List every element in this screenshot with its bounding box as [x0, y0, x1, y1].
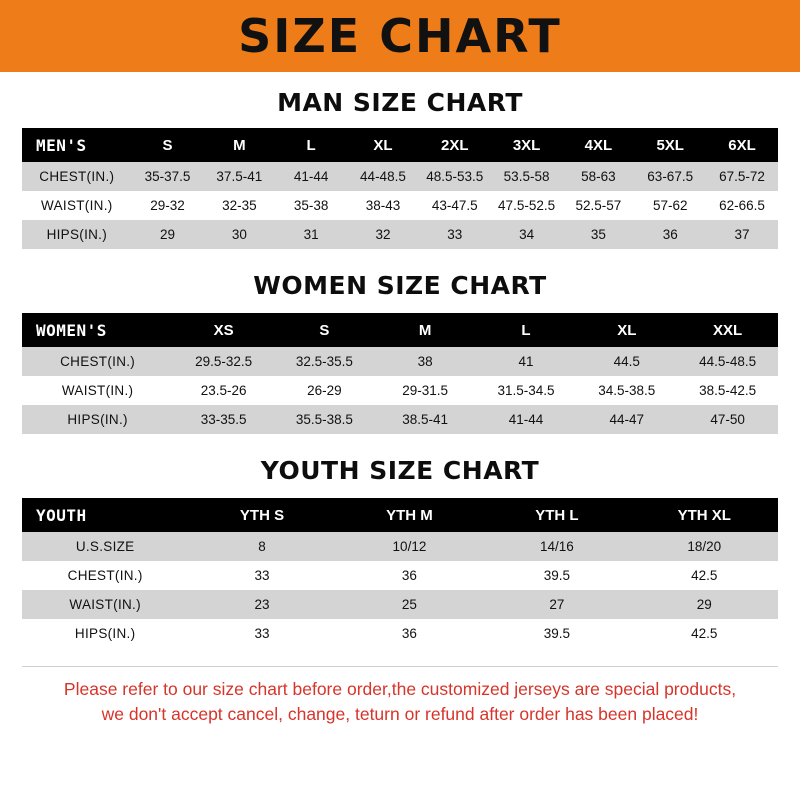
man-size-table — [22, 128, 778, 249]
row-label: HIPS(IN.) — [22, 220, 132, 249]
row-label: WAIST(IN.) — [22, 191, 132, 220]
cell: 41-44 — [476, 405, 577, 434]
column-header: MEN'S — [22, 128, 132, 162]
cell: 26-29 — [274, 376, 375, 405]
column-header: 5XL — [634, 128, 706, 162]
cell: 30 — [203, 220, 275, 249]
column-header: YTH L — [483, 498, 630, 532]
column-header: YTH S — [188, 498, 335, 532]
cell: 42.5 — [631, 619, 778, 648]
cell: 38-43 — [347, 191, 419, 220]
row-label: WAIST(IN.) — [22, 376, 173, 405]
cell: 14/16 — [483, 532, 630, 561]
row-label: WAIST(IN.) — [22, 590, 188, 619]
table-header-row — [22, 128, 778, 162]
column-header: XL — [576, 313, 677, 347]
column-header: M — [375, 313, 476, 347]
cell: 10/12 — [336, 532, 483, 561]
cell: 47.5-52.5 — [491, 191, 563, 220]
chart-content — [0, 88, 800, 728]
column-header: YOUTH — [22, 498, 188, 532]
cell: 38.5-42.5 — [677, 376, 778, 405]
table-row — [22, 561, 778, 590]
page-banner — [0, 0, 800, 72]
cell: 52.5-57 — [562, 191, 634, 220]
row-label: HIPS(IN.) — [22, 619, 188, 648]
cell: 43-47.5 — [419, 191, 491, 220]
cell: 39.5 — [483, 561, 630, 590]
cell: 44-47 — [576, 405, 677, 434]
table-header-row — [22, 313, 778, 347]
cell: 34 — [491, 220, 563, 249]
cell: 37 — [706, 220, 778, 249]
row-label: CHEST(IN.) — [22, 347, 173, 376]
cell: 23 — [188, 590, 335, 619]
cell: 44.5-48.5 — [677, 347, 778, 376]
column-header: XL — [347, 128, 419, 162]
column-header: 6XL — [706, 128, 778, 162]
cell: 47-50 — [677, 405, 778, 434]
row-label: CHEST(IN.) — [22, 561, 188, 590]
table-row — [22, 405, 778, 434]
cell: 41 — [476, 347, 577, 376]
column-header: WOMEN'S — [22, 313, 173, 347]
cell: 38 — [375, 347, 476, 376]
table-row — [22, 590, 778, 619]
column-header: XXL — [677, 313, 778, 347]
cell: 29-31.5 — [375, 376, 476, 405]
cell: 48.5-53.5 — [419, 162, 491, 191]
cell: 42.5 — [631, 561, 778, 590]
cell: 31.5-34.5 — [476, 376, 577, 405]
table-row — [22, 347, 778, 376]
youth-size-table — [22, 498, 778, 648]
cell: 35 — [562, 220, 634, 249]
column-header: 2XL — [419, 128, 491, 162]
table-row — [22, 162, 778, 191]
cell: 29 — [631, 590, 778, 619]
table-row — [22, 191, 778, 220]
cell: 39.5 — [483, 619, 630, 648]
cell: 35-38 — [275, 191, 347, 220]
row-label: CHEST(IN.) — [22, 162, 132, 191]
man-section-title: MAN SIZE CHART — [277, 88, 523, 117]
table-row — [22, 220, 778, 249]
cell: 41-44 — [275, 162, 347, 191]
column-header: M — [203, 128, 275, 162]
column-header: YTH XL — [631, 498, 778, 532]
cell: 8 — [188, 532, 335, 561]
row-label: U.S.SIZE — [22, 532, 188, 561]
cell: 32.5-35.5 — [274, 347, 375, 376]
cell: 33 — [188, 561, 335, 590]
cell: 35-37.5 — [132, 162, 204, 191]
cell: 57-62 — [634, 191, 706, 220]
women-section-title: WOMEN SIZE CHART — [253, 271, 547, 300]
cell: 23.5-26 — [173, 376, 274, 405]
cell: 29-32 — [132, 191, 204, 220]
cell: 29 — [132, 220, 204, 249]
cell: 32 — [347, 220, 419, 249]
cell: 37.5-41 — [203, 162, 275, 191]
column-header: 3XL — [491, 128, 563, 162]
women-size-table — [22, 313, 778, 434]
page-title: SIZE CHART — [238, 9, 562, 63]
column-header: 4XL — [562, 128, 634, 162]
cell: 35.5-38.5 — [274, 405, 375, 434]
cell: 29.5-32.5 — [173, 347, 274, 376]
cell: 44-48.5 — [347, 162, 419, 191]
cell: 25 — [336, 590, 483, 619]
table-row — [22, 619, 778, 648]
table-row — [22, 376, 778, 405]
cell: 67.5-72 — [706, 162, 778, 191]
cell: 34.5-38.5 — [576, 376, 677, 405]
cell: 27 — [483, 590, 630, 619]
cell: 36 — [634, 220, 706, 249]
cell: 63-67.5 — [634, 162, 706, 191]
column-header: L — [275, 128, 347, 162]
cell: 33 — [188, 619, 335, 648]
table-header-row — [22, 498, 778, 532]
cell: 32-35 — [203, 191, 275, 220]
cell: 44.5 — [576, 347, 677, 376]
column-header: S — [274, 313, 375, 347]
cell: 58-63 — [562, 162, 634, 191]
column-header: L — [476, 313, 577, 347]
footer-line-1: Please refer to our size chart before order,the customized jerseys are special products, — [63, 679, 737, 699]
column-header: YTH M — [336, 498, 483, 532]
row-label: HIPS(IN.) — [22, 405, 173, 434]
cell: 33 — [419, 220, 491, 249]
cell: 36 — [336, 619, 483, 648]
column-header: XS — [173, 313, 274, 347]
column-header: S — [132, 128, 204, 162]
youth-section-title: YOUTH SIZE CHART — [260, 456, 540, 485]
cell: 36 — [336, 561, 483, 590]
cell: 62-66.5 — [706, 191, 778, 220]
cell: 38.5-41 — [375, 405, 476, 434]
footer-disclaimer — [22, 666, 778, 728]
table-row — [22, 532, 778, 561]
footer-line-2: we don't accept cancel, change, teturn or refund after order has been placed! — [101, 704, 699, 725]
cell: 33-35.5 — [173, 405, 274, 434]
cell: 18/20 — [631, 532, 778, 561]
cell: 31 — [275, 220, 347, 249]
cell: 53.5-58 — [491, 162, 563, 191]
